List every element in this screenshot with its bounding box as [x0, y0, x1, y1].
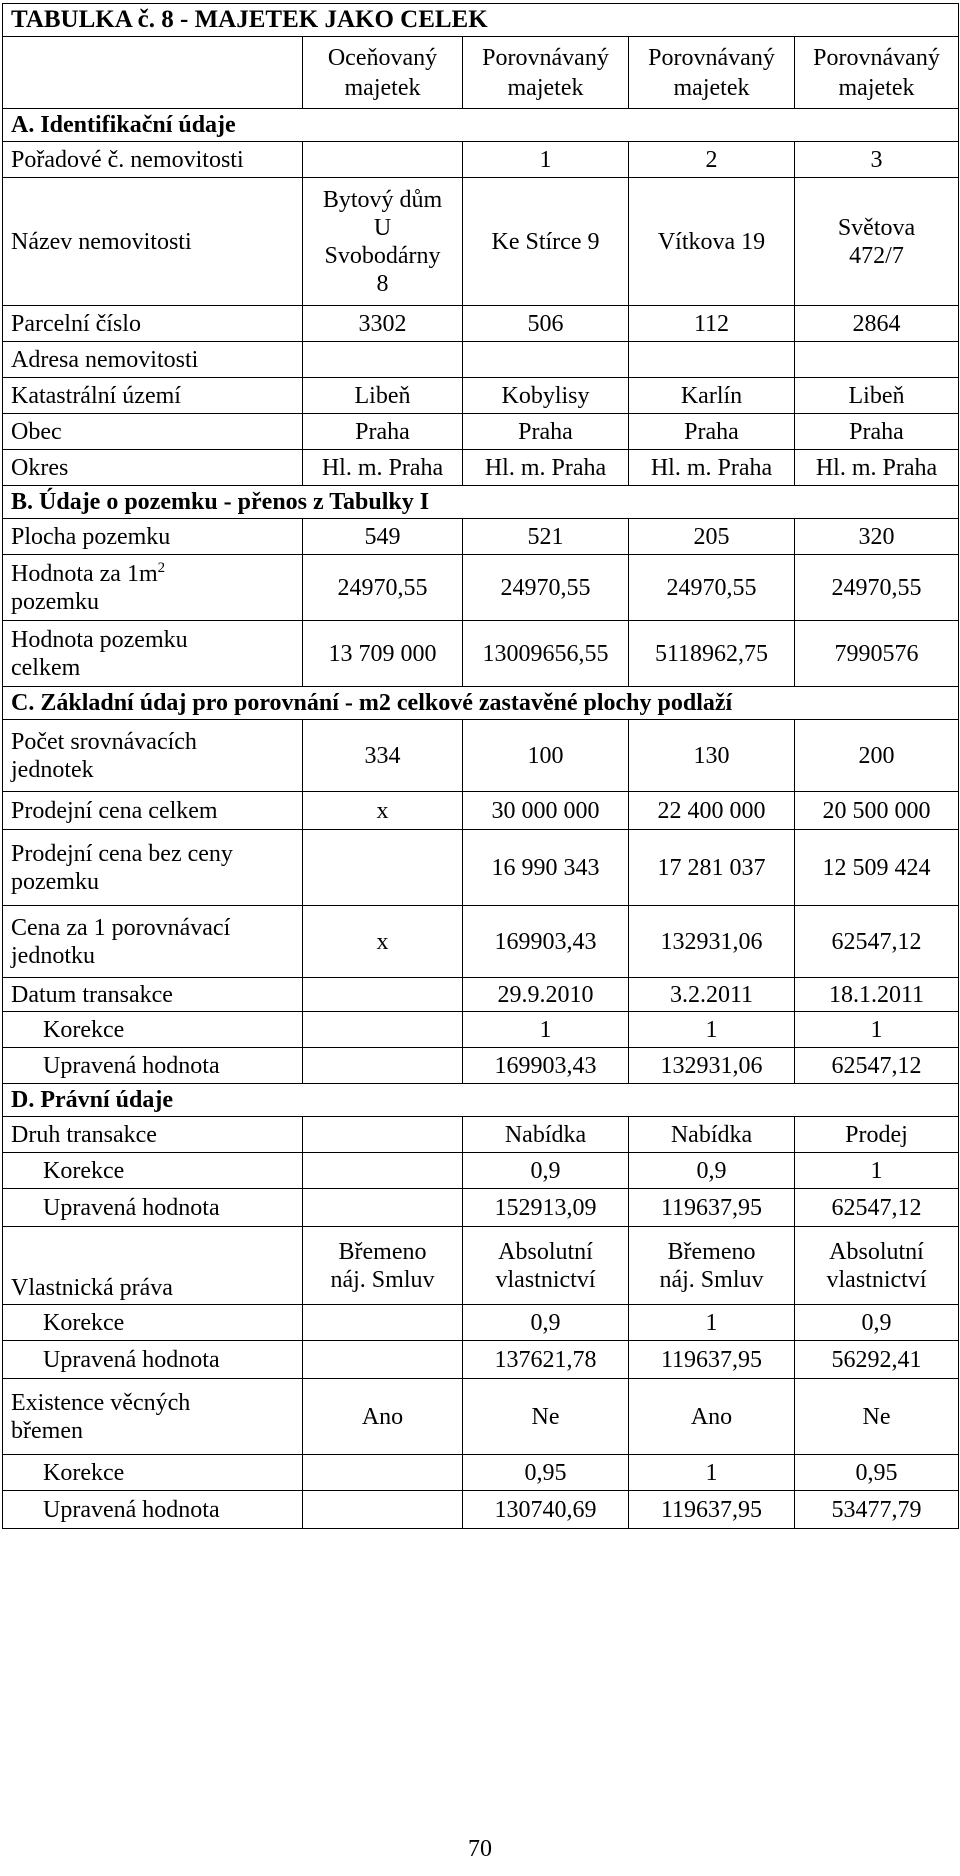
- table-row: [3, 1341, 959, 1379]
- cell: 112: [629, 306, 795, 342]
- cell: 24970,55: [629, 555, 795, 621]
- row-label: Prodejní cena celkem: [3, 792, 303, 830]
- cell: 22 400 000: [629, 792, 795, 830]
- row-label: Adresa nemovitosti: [3, 342, 303, 378]
- cell: Hl. m. Praha: [303, 450, 463, 486]
- cell: 62547,12: [795, 906, 959, 978]
- cell: 1: [795, 1012, 959, 1048]
- cell: 132931,06: [629, 906, 795, 978]
- cell: Ne: [463, 1379, 629, 1455]
- cell: Karlín: [629, 378, 795, 414]
- cell: 130: [629, 720, 795, 792]
- row-label: Obec: [3, 414, 303, 450]
- cell: 549: [303, 519, 463, 555]
- header-porovnavany-2: Porovnávaný majetek: [629, 37, 795, 109]
- cell: Světova 472/7: [795, 178, 959, 306]
- cell: 3302: [303, 306, 463, 342]
- row-label: Upravená hodnota: [3, 1048, 303, 1084]
- row-label: Počet srovnávacích jednotek: [3, 720, 303, 792]
- cell: Nabídka: [629, 1117, 795, 1153]
- header-porovnavany-3: Porovnávaný majetek: [795, 37, 959, 109]
- cell: Vítkova 19: [629, 178, 795, 306]
- property-valuation-table: [2, 3, 959, 1529]
- table-row: [3, 342, 959, 378]
- cell: 1: [629, 1305, 795, 1341]
- cell: [303, 1341, 463, 1379]
- cell: 1: [629, 1012, 795, 1048]
- cell: Bytový dům U Svobodárny 8: [303, 178, 463, 306]
- row-label: Korekce: [3, 1153, 303, 1189]
- cell: [303, 1048, 463, 1084]
- row-label: Datum transakce: [3, 978, 303, 1012]
- cell: 200: [795, 720, 959, 792]
- row-label: Korekce: [3, 1455, 303, 1491]
- cell: 3.2.2011: [629, 978, 795, 1012]
- row-label: Plocha pozemku: [3, 519, 303, 555]
- cell: 205: [629, 519, 795, 555]
- cell: 24970,55: [463, 555, 629, 621]
- header-oceňovaný: Oceňovaný majetek: [303, 37, 463, 109]
- cell: Praha: [629, 414, 795, 450]
- row-label: Upravená hodnota: [3, 1491, 303, 1529]
- cell: Nabídka: [463, 1117, 629, 1153]
- cell: Prodej: [795, 1117, 959, 1153]
- cell: 1: [463, 142, 629, 178]
- cell: [303, 1491, 463, 1529]
- cell: 320: [795, 519, 959, 555]
- cell: Libeň: [303, 378, 463, 414]
- section-a-row: [3, 109, 959, 142]
- row-label: Druh transakce: [3, 1117, 303, 1153]
- cell: Absolutní vlastnictví: [463, 1227, 629, 1305]
- cell: 0,95: [795, 1455, 959, 1491]
- row-label: Cena za 1 porovnávací jednotku: [3, 906, 303, 978]
- cell: Ke Stírce 9: [463, 178, 629, 306]
- cell: 24970,55: [795, 555, 959, 621]
- table-row: [3, 1153, 959, 1189]
- cell: Libeň: [795, 378, 959, 414]
- cell: 0,95: [463, 1455, 629, 1491]
- cell: 1: [629, 1455, 795, 1491]
- cell: Hl. m. Praha: [795, 450, 959, 486]
- cell: 13009656,55: [463, 621, 629, 687]
- cell: 521: [463, 519, 629, 555]
- table-row: [3, 1012, 959, 1048]
- cell: 53477,79: [795, 1491, 959, 1529]
- table-row: [3, 1305, 959, 1341]
- cell: [303, 830, 463, 906]
- cell: Praha: [303, 414, 463, 450]
- row-label: Pořadové č. nemovitosti: [3, 142, 303, 178]
- cell: Břemeno náj. Smluv: [629, 1227, 795, 1305]
- cell: 169903,43: [463, 1048, 629, 1084]
- cell: Praha: [795, 414, 959, 450]
- cell: 132931,06: [629, 1048, 795, 1084]
- cell: Praha: [463, 414, 629, 450]
- cell: 20 500 000: [795, 792, 959, 830]
- cell: x: [303, 906, 463, 978]
- cell: 13 709 000: [303, 621, 463, 687]
- table-row: [3, 906, 959, 978]
- table-row: [3, 414, 959, 450]
- cell: [303, 1305, 463, 1341]
- row-label: Vlastnická práva: [3, 1227, 303, 1305]
- table-title: TABULKA č. 8 - MAJETEK JAKO CELEK: [3, 4, 959, 37]
- cell: Ne: [795, 1379, 959, 1455]
- cell: 119637,95: [629, 1189, 795, 1227]
- section-b-row: [3, 486, 959, 519]
- cell: 24970,55: [303, 555, 463, 621]
- header-row: [3, 37, 959, 109]
- cell: 119637,95: [629, 1341, 795, 1379]
- table-row: [3, 1117, 959, 1153]
- cell: 62547,12: [795, 1048, 959, 1084]
- cell: [303, 142, 463, 178]
- cell: 29.9.2010: [463, 978, 629, 1012]
- cell: 2: [629, 142, 795, 178]
- table-row: [3, 1048, 959, 1084]
- cell: 3: [795, 142, 959, 178]
- cell: 1: [463, 1012, 629, 1048]
- cell: 18.1.2011: [795, 978, 959, 1012]
- cell: 130740,69: [463, 1491, 629, 1529]
- cell: 62547,12: [795, 1189, 959, 1227]
- section-c-row: [3, 687, 959, 720]
- cell: [303, 1455, 463, 1491]
- table-row: [3, 450, 959, 486]
- cell: 5118962,75: [629, 621, 795, 687]
- cell: 1: [795, 1153, 959, 1189]
- cell: 334: [303, 720, 463, 792]
- cell: [795, 342, 959, 378]
- cell: Ano: [629, 1379, 795, 1455]
- cell: [629, 342, 795, 378]
- table-row: [3, 178, 959, 306]
- cell: Ano: [303, 1379, 463, 1455]
- cell: 2864: [795, 306, 959, 342]
- cell: 0,9: [463, 1153, 629, 1189]
- table-row: [3, 519, 959, 555]
- row-label: Hodnota pozemku celkem: [3, 621, 303, 687]
- table-row: [3, 1189, 959, 1227]
- section-a-title: A. Identifikační údaje: [3, 109, 959, 142]
- table-row: [3, 555, 959, 621]
- cell: 137621,78: [463, 1341, 629, 1379]
- cell: [303, 1117, 463, 1153]
- cell: 17 281 037: [629, 830, 795, 906]
- table-row: [3, 306, 959, 342]
- cell: 506: [463, 306, 629, 342]
- cell: Hl. m. Praha: [629, 450, 795, 486]
- table-row: [3, 720, 959, 792]
- table-row: [3, 1379, 959, 1455]
- row-label: Katastrální území: [3, 378, 303, 414]
- cell: 12 509 424: [795, 830, 959, 906]
- row-label: Existence věcných břemen: [3, 1379, 303, 1455]
- header-empty-cell: [3, 37, 303, 109]
- cell: Absolutní vlastnictví: [795, 1227, 959, 1305]
- cell: Kobylisy: [463, 378, 629, 414]
- cell: 0,9: [629, 1153, 795, 1189]
- cell: [303, 1153, 463, 1189]
- cell: 152913,09: [463, 1189, 629, 1227]
- table-row: [3, 792, 959, 830]
- table-row: [3, 142, 959, 178]
- row-label: Korekce: [3, 1012, 303, 1048]
- cell: 30 000 000: [463, 792, 629, 830]
- cell: 16 990 343: [463, 830, 629, 906]
- row-label: Název nemovitosti: [3, 178, 303, 306]
- cell: 0,9: [795, 1305, 959, 1341]
- cell: 56292,41: [795, 1341, 959, 1379]
- row-label: Upravená hodnota: [3, 1189, 303, 1227]
- table-row: [3, 1455, 959, 1491]
- row-label: Prodejní cena bez ceny pozemku: [3, 830, 303, 906]
- cell: [303, 1189, 463, 1227]
- section-b-title: B. Údaje o pozemku - přenos z Tabulky I: [3, 486, 959, 519]
- header-porovnavany-1: Porovnávaný majetek: [463, 37, 629, 109]
- cell: [303, 342, 463, 378]
- section-c-title: C. Základní údaj pro porovnání - m2 celkové zastavěné plochy podlaží: [3, 687, 959, 720]
- row-label: Okres: [3, 450, 303, 486]
- section-d-row: [3, 1084, 959, 1117]
- cell: x: [303, 792, 463, 830]
- cell: 7990576: [795, 621, 959, 687]
- cell: 119637,95: [629, 1491, 795, 1529]
- section-d-title: D. Právní údaje: [3, 1084, 959, 1117]
- cell: Břemeno náj. Smluv: [303, 1227, 463, 1305]
- table-row: [3, 378, 959, 414]
- cell: 0,9: [463, 1305, 629, 1341]
- row-label: Upravená hodnota: [3, 1341, 303, 1379]
- title-row: [3, 4, 959, 37]
- cell: [303, 1012, 463, 1048]
- cell: Hl. m. Praha: [463, 450, 629, 486]
- table-row: [3, 830, 959, 906]
- cell: 169903,43: [463, 906, 629, 978]
- row-label: Hodnota za $1m^2$ pozemku: [3, 555, 303, 621]
- row-label: Parcelní číslo: [3, 306, 303, 342]
- cell: [463, 342, 629, 378]
- table-row: [3, 1491, 959, 1529]
- row-label: Korekce: [3, 1305, 303, 1341]
- table-row: [3, 621, 959, 687]
- page-number: 70: [468, 1836, 492, 1862]
- table-row: [3, 978, 959, 1012]
- table-row: [3, 1227, 959, 1305]
- cell: [303, 978, 463, 1012]
- cell: 100: [463, 720, 629, 792]
